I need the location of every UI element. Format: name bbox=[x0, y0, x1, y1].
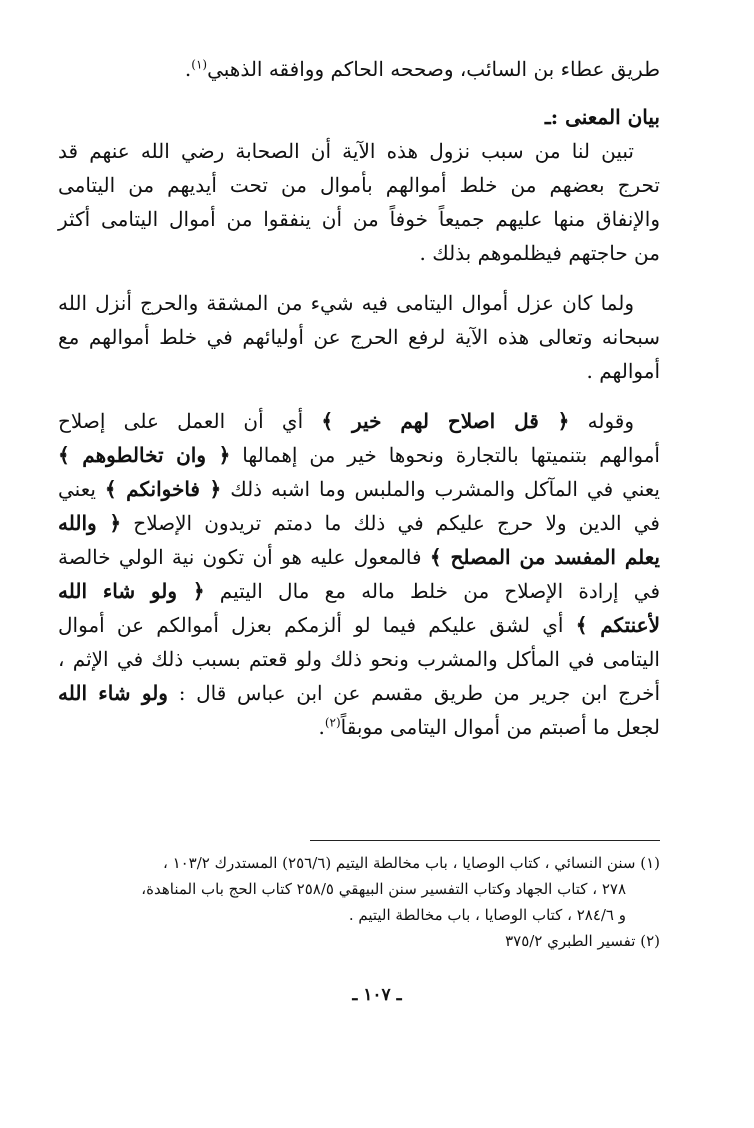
para3-line: أخرج ابن جرير من طريق مقسم عن ابن عباس قال : ولو شاء الله bbox=[58, 681, 661, 705]
footnote-text: تفسير الطبري ٣٧٥/٢ bbox=[505, 932, 636, 950]
footnote-divider bbox=[310, 840, 660, 841]
para1-line: تحرج بعضهم من خلط أموالهم بأموال من تحت أيديهم من اليتامى bbox=[58, 173, 661, 197]
page-body bbox=[58, 52, 660, 744]
section-heading: بيان المعنى :ـ bbox=[544, 105, 660, 129]
para3-line: في إرادة الإصلاح من خلط ماله مع مال اليتيم ﴿ ولو شاء الله bbox=[58, 579, 660, 603]
footnote-1-cont: ٢٧٨ ، كتاب الجهاد وكتاب التفسير سنن البيهقي ٢٥٨/٥ كتاب الحج باب المناهدة، bbox=[141, 880, 626, 898]
quran-quote: ﴿ والله bbox=[58, 511, 122, 535]
paragraph-1 bbox=[58, 134, 660, 270]
footnote-1-cont: و ٢٨٤/٦ ، كتاب الوصايا ، باب مخالطة اليتيم . bbox=[348, 906, 626, 924]
intro-end: . bbox=[184, 57, 192, 81]
footnotes bbox=[58, 850, 660, 954]
para3-line: في الدين ولا حرج عليكم في ذلك ما دمتم تريدون الإصلاح ﴿ والله bbox=[58, 511, 660, 535]
footnote-ref-2: (٢) bbox=[324, 715, 341, 730]
quran-quote: ﴿ قل اصلاح لهم خير ﴾ bbox=[321, 409, 570, 433]
page-number: ـ ١٠٧ ـ bbox=[352, 985, 402, 1005]
para3-line: يعني في المآكل والمشرب والملبس وما اشبه ذلك ﴿ فاخوانكم ﴾ يعني bbox=[58, 477, 660, 501]
intro-line bbox=[58, 52, 660, 86]
footnote-2 bbox=[58, 928, 660, 954]
para1-line: والإنفاق منها عليهم جميعاً خوفاً من أن ينفقوا من أموال اليتامى أكثر bbox=[58, 207, 660, 231]
intro-text: طريق عطاء بن السائب، وصححه الحاكم ووافقه الذهبي bbox=[207, 57, 660, 81]
footnote-1 bbox=[58, 850, 660, 876]
quran-quote: ﴿ فاخوانكم ﴾ bbox=[104, 477, 222, 501]
paragraph-2 bbox=[58, 286, 660, 388]
footnote-ref-1: (١) bbox=[191, 57, 208, 72]
footnote-number: (٢) bbox=[640, 932, 660, 950]
quran-quote: ﴿ وان تخالطوهم ﴾ bbox=[58, 443, 231, 467]
para3-line: لجعل ما أصبتم من أموال اليتامى موبقاً$^{(٢)}$. bbox=[318, 715, 660, 739]
quran-quote: ﴿ ولو شاء الله bbox=[58, 579, 205, 603]
para3-line: يعلم المفسد من المصلح ﴾ فالمعول عليه هو أن تكون نية الولي خالصة bbox=[58, 545, 661, 569]
para2-line: ولما كان عزل أموال اليتامى فيه شيء من المشقة والحرج أنزل الله bbox=[58, 291, 634, 315]
para3-line: وقوله ﴿ قل اصلاح لهم خير ﴾ أي أن العمل على إصلاح bbox=[58, 409, 635, 433]
quran-quote: لأعنتكم ﴾ bbox=[575, 613, 661, 637]
footnote-number: (١) bbox=[640, 854, 660, 872]
footnote-text: سنن النسائي ، كتاب الوصايا ، باب مخالطة اليتيم (٢٥٦/٦) المستدرك ١٠٣/٢ ، bbox=[162, 854, 636, 872]
para3-line: لأعنتكم ﴾ أي لشق عليكم فيما لو ألزمكم بعزل أموالكم عن أموال bbox=[58, 613, 661, 637]
para3-line: أموالهم بتنميتها بالتجارة ونحوها خير من إهمالها ﴿ وان تخالطوهم ﴾ bbox=[58, 443, 660, 467]
para1-line: تبين لنا من سبب نزول هذه الآية أن الصحابة رضي الله عنهم قد bbox=[58, 139, 634, 163]
paragraph-3 bbox=[58, 404, 660, 744]
quote: ولو شاء الله bbox=[58, 681, 168, 705]
para1-line: من حاجتهم فيظلموهم بذلك . bbox=[419, 241, 660, 265]
quran-quote: يعلم المفسد من المصلح ﴾ bbox=[429, 545, 661, 569]
para2-line: أموالهم . bbox=[586, 359, 660, 383]
para3-line: اليتامى في المأكل والمشرب ونحو ذلك ولو قعتم بسبب ذلك في الإثم ، bbox=[58, 647, 660, 671]
para2-line: سبحانه وتعالى هذه الآية لرفع الحرج عن أوليائهم في خلط أموالهم مع bbox=[58, 325, 660, 349]
